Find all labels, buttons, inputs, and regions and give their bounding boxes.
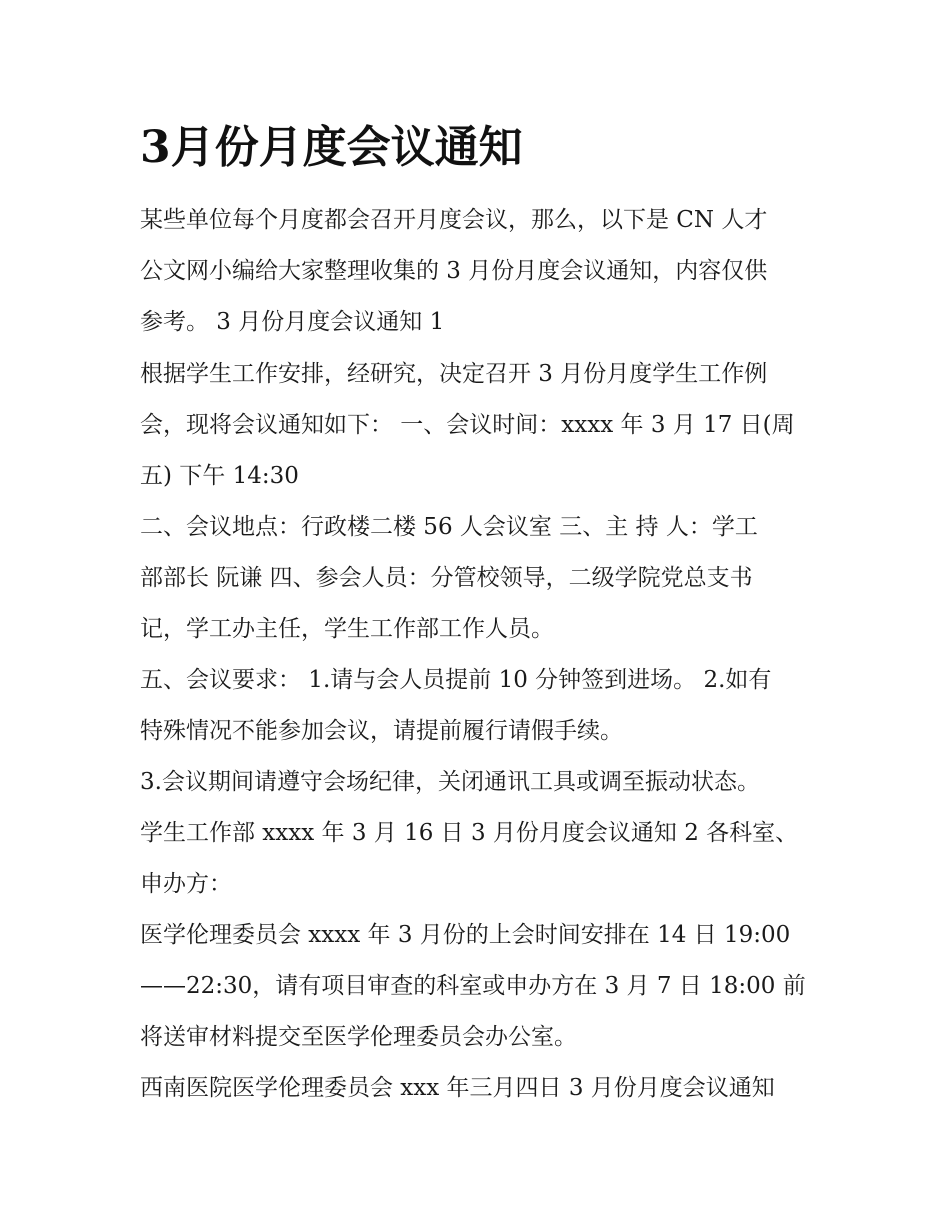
body-line: 参考。 3 月份月度会议通知 1 xyxy=(140,309,445,335)
document-title xyxy=(140,118,523,178)
body-line: 二、会议地点：行政楼二楼 56 人会议室 三、主 持 人：学工 xyxy=(140,514,758,540)
body-line: 记，学工办主任，学生工作部工作人员。 xyxy=(140,616,554,642)
title-text: 月份月度会议通知 xyxy=(170,122,523,173)
body-line: 根据学生工作安排，经研究，决定召开 3 月份月度学生工作例 xyxy=(140,361,768,387)
title-number: 3 xyxy=(140,122,171,173)
body-line: 申办方： xyxy=(140,871,232,897)
body-line: 某些单位每个月度都会召开月度会议，那么，以下是 CN 人才 xyxy=(140,207,768,233)
body-line: 会，现将会议通知如下： 一、会议时间：xxxx 年 3 月 17 日(周 xyxy=(140,412,795,438)
body-line: 公文网小编给大家整理收集的 3 月份月度会议通知，内容仅供 xyxy=(140,258,768,284)
body-line: 将送审材料提交至医学伦理委员会办公室。 xyxy=(140,1024,577,1050)
body-line: 学生工作部 xxxx 年 3 月 16 日 3 月份月度会议通知 2 各科室、 xyxy=(140,820,799,846)
body-line: 3.会议期间请遵守会场纪律，关闭通讯工具或调至振动状态。 xyxy=(140,769,760,795)
body-line: 特殊情况不能参加会议，请提前履行请假手续。 xyxy=(140,718,623,744)
body-line: 西南医院医学伦理委员会 xxx 年三月四日 3 月份月度会议通知 xyxy=(140,1075,775,1101)
body-line: 五) 下午 14:30 xyxy=(140,463,299,489)
body-line: 部部长 阮谦 四、参会人员：分管校领导，二级学院党总支书 xyxy=(140,565,753,591)
body-line: 五、会议要求： 1.请与会人员提前 10 分钟签到进场。 2.如有 xyxy=(140,667,772,693)
body-line: ——22:30，请有项目审查的科室或申办方在 3 月 7 日 18:00 前 xyxy=(140,973,806,999)
body-line: 医学伦理委员会 xxxx 年 3 月份的上会时间安排在 14 日 19:00 xyxy=(140,922,791,948)
